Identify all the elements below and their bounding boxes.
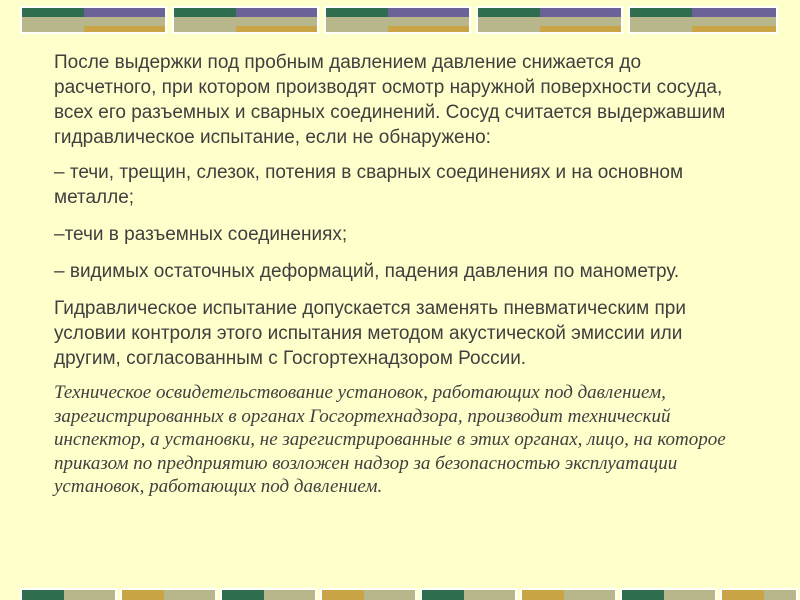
stripe-block [720, 588, 798, 600]
paragraph-pressure-reduction: После выдержки под пробным давлением давление снижается до расчетного, при котором производят осмотр наружной поверхности сосуда, всех его разъемных и сварных соединений. Сосуд считается выдержавшим гидравлическое испытание, если не обнаружено: [54, 52, 726, 148]
paragraph-technical-inspection: Техническое освидетельствование установок, работающих под давлением, зарегистрированных в органах Госгортехнадзора, производит технический инспектор, а установки, не зарегистрированные в этих органах, лицо, на которое приказом по предприятию возложен надзор за безопасностью эксплуатации установок, работающих под давлением. [54, 382, 726, 497]
list-item-residual-deformation: – видимых остаточных деформаций, падения давления по манометру. [54, 261, 680, 282]
stripe-block [220, 588, 317, 600]
stripe-block [120, 588, 217, 600]
stripe-block [20, 6, 167, 34]
top-decorative-stripe [0, 6, 800, 34]
stripe-block [20, 588, 117, 600]
stripe-block [628, 6, 778, 34]
paragraph-pneumatic-test: Гидравлическое испытание допускается заменять пневматическим при условии контроля этого испытания методом акустической эмиссии или другим, согласованным с Госгортехнадзором России. [54, 298, 686, 369]
stripe-block [476, 6, 623, 34]
stripe-block [620, 588, 717, 600]
stripe-block [172, 6, 319, 34]
stripe-block [324, 6, 471, 34]
bottom-decorative-stripe [0, 588, 800, 600]
slide-text-body [54, 50, 744, 509]
stripe-block [420, 588, 517, 600]
stripe-block [320, 588, 417, 600]
stripe-block [520, 588, 617, 600]
list-item-leaks-cracks: – течи, трещин, слезок, потения в сварных соединениях и на основном металле; [54, 162, 684, 208]
list-item-detachable-joints: –течи в разъемных соединениях; [54, 224, 348, 245]
